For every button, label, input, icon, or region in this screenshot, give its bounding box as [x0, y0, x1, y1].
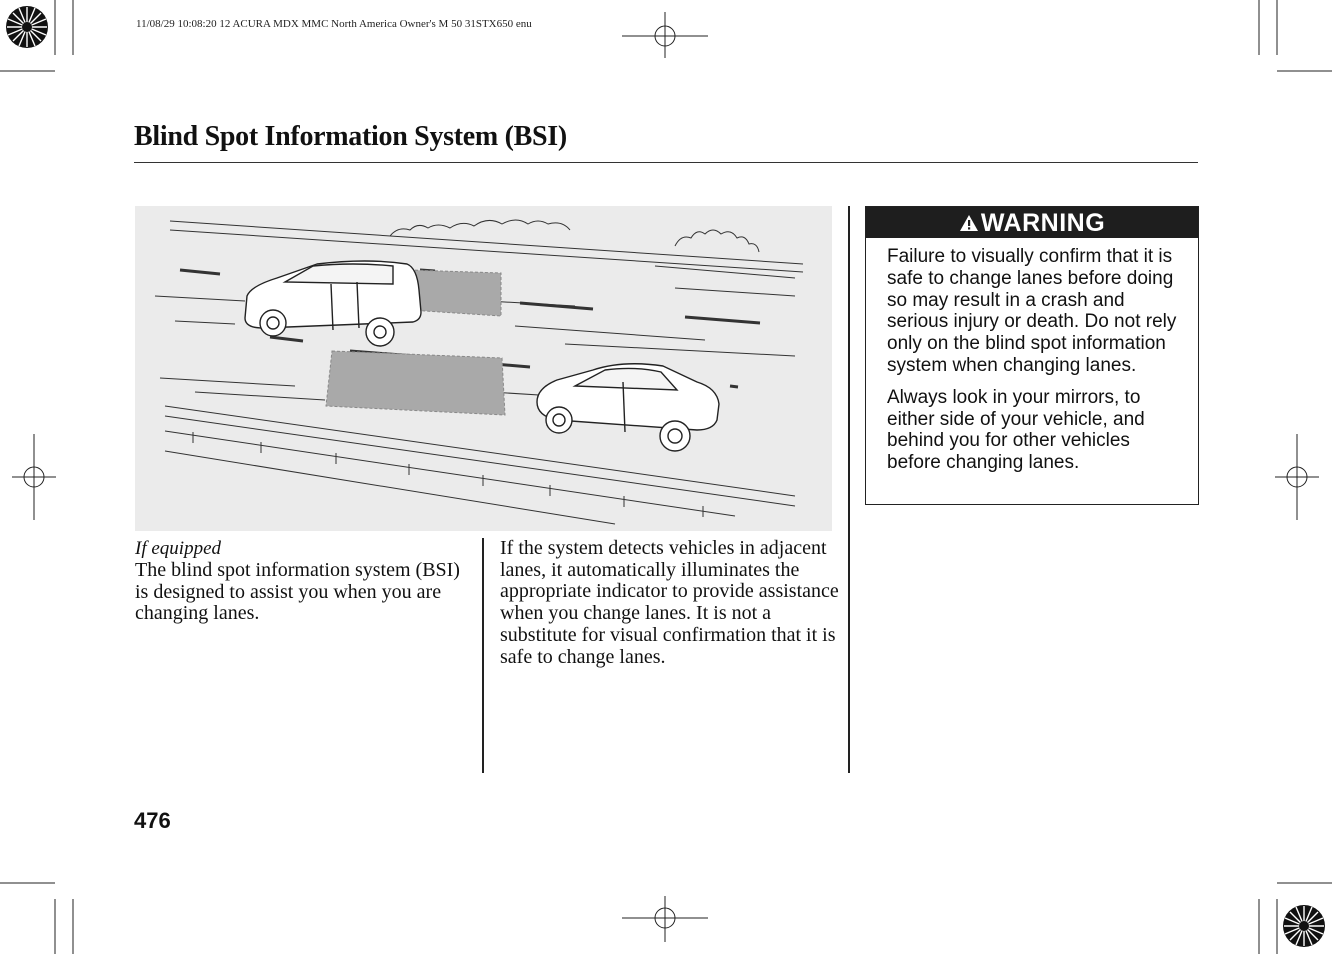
warning-paragraph-1: Failure to visually confirm that it is safe to change lanes before doing so may result in a crash and serious injury or death. Do not rely only on the blind spot information system when changing lanes. [887, 246, 1177, 376]
column-divider-2 [848, 206, 850, 773]
warning-box [865, 206, 1199, 505]
warning-heading: WARNING [980, 209, 1106, 237]
warning-header [866, 207, 1198, 238]
bsi-detection-text: If the system detects vehicles in adjacent lanes, it automatically illuminates the appropriate indicator to provide assistance when you change lanes. It is not a substitute for visual confirmation that it is safe to change lanes. [500, 537, 839, 668]
page-title: Blind Spot Information System (BSI) [134, 121, 567, 152]
if-equipped-note: If equipped [135, 538, 222, 559]
suv-vehicle [245, 261, 421, 346]
detection-zone-left-lane [410, 270, 501, 316]
sedan-vehicle [537, 364, 719, 451]
bsi-intro-text: The blind spot information system (BSI) is designed to assist you when you are changing lanes. [135, 559, 460, 625]
warning-body [887, 246, 1187, 484]
column-divider-1 [482, 538, 484, 773]
highway-drawing [135, 206, 832, 531]
warning-paragraph-2: Always look in your mirrors, to either side of your vehicle, and behind you for other vehicles before changing lanes. [887, 386, 1145, 474]
detection-zone-right-lane [326, 351, 505, 415]
print-header: 11/08/29 10:08:20 12 ACURA MDX MMC North America Owner's M 50 31STX650 enu [136, 18, 532, 30]
bsi-illustration [135, 206, 832, 531]
warning-triangle-icon [959, 214, 979, 232]
title-rule [134, 162, 1198, 163]
page-number: 476 [134, 808, 171, 833]
tree-line [390, 220, 570, 236]
